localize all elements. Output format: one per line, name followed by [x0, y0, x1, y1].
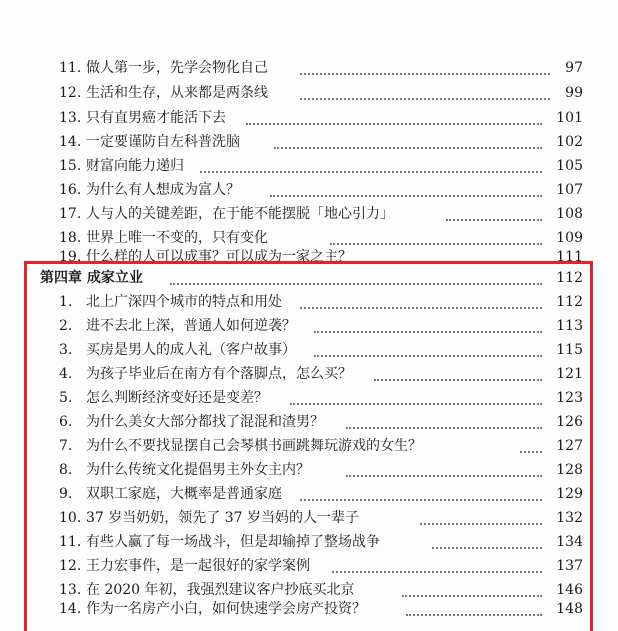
toc-entry-title: 什么样的人可以成事？可以成为一家之主？: [86, 249, 352, 265]
toc-entry-title: 双职工家庭，大概率是普通家庭: [86, 486, 282, 502]
toc-entry-page: 129: [556, 486, 583, 502]
toc-entry: [0, 410, 618, 435]
toc-entry-number: 8.: [59, 462, 73, 478]
dot-leader: [374, 379, 542, 381]
toc-entry-page: 102: [556, 134, 583, 150]
toc-entry-title: 在 2020 年初，我强烈建议客户抄底买北京: [86, 582, 355, 598]
toc-entry-title: 一定要谨防自左科普洗脑: [86, 134, 240, 150]
toc-entry-title: 王力宏事件，是一起很好的家学案例: [86, 558, 310, 574]
toc-entry: [0, 106, 618, 131]
dot-leader: [314, 355, 542, 357]
toc-entry-title: 人与人的关键差距，在于能不能摆脱「地心引力」: [86, 206, 394, 222]
toc-entry-number: 17.: [59, 206, 82, 222]
dot-leader: [274, 147, 542, 149]
dot-leader: [200, 171, 542, 173]
dot-leader: [346, 427, 542, 429]
chapter-page: 112: [556, 270, 583, 286]
toc-entry-page: 108: [556, 206, 583, 222]
toc-entry-number: 11.: [59, 60, 82, 76]
toc-entry: [0, 386, 618, 411]
dot-leader: [300, 73, 550, 75]
toc-entry-page: 121: [556, 366, 583, 382]
dot-leader: [332, 571, 542, 573]
toc-entry-number: 12.: [59, 85, 82, 101]
toc-entry-page: 112: [556, 294, 583, 310]
dot-leader: [270, 195, 542, 197]
dot-leader: [314, 331, 542, 333]
toc-entry-number: 5.: [59, 390, 73, 406]
toc-entry-title: 进不去北上深，普通人如何逆袭？: [86, 318, 296, 334]
toc-entry: [0, 338, 618, 363]
toc-entry: [0, 530, 618, 555]
toc-entry-page: 126: [556, 414, 583, 430]
toc-entry-title: 北上广深四个城市的特点和用处: [86, 294, 282, 310]
toc-entry: [0, 178, 618, 203]
dot-leader: [290, 403, 542, 405]
toc-entry-number: 1.: [59, 294, 73, 310]
toc-entry-number: 13.: [59, 110, 82, 126]
toc-entry-title: 买房是男人的成人礼（客户故事）: [86, 342, 296, 358]
toc-entry-title: 做人第一步，先学会物化自己: [86, 60, 268, 76]
toc-entry-page: 107: [556, 182, 583, 198]
toc-entry-page: 134: [556, 534, 583, 550]
toc-entry-title: 财富向能力递归: [86, 158, 184, 174]
toc-entry: [0, 597, 618, 622]
toc-entry-page: 99: [565, 85, 583, 101]
dot-leader: [300, 307, 542, 309]
dot-leader: [300, 499, 542, 501]
dot-leader: [300, 98, 550, 100]
toc-entry-title: 只有直男癌才能活下去: [86, 110, 226, 126]
dot-leader: [520, 451, 542, 453]
toc-entry: [0, 130, 618, 155]
toc-entry-page: 146: [556, 582, 583, 598]
dot-leader: [170, 283, 542, 285]
toc-entry: [0, 458, 618, 483]
toc-entry: [0, 314, 618, 339]
toc-entry-title: 为孩子毕业后在南方有个落脚点，怎么买？: [86, 366, 352, 382]
toc-entry-number: 4.: [59, 366, 73, 382]
toc-entry: [0, 290, 618, 315]
toc-entry-title: 作为一名房产小白，如何快速学会房产投资？: [86, 601, 366, 617]
toc-entry-number: 19.: [59, 249, 82, 265]
toc-entry-number: 2.: [59, 318, 73, 334]
toc-entry-page: 127: [556, 438, 583, 454]
toc-entry-number: 15.: [59, 158, 82, 174]
toc-entry-title: 为什么美女大部分都找了混混和渣男？: [86, 414, 324, 430]
dot-leader: [420, 523, 542, 525]
toc-entry: [0, 362, 618, 387]
toc-entry-title: 怎么判断经济变好还是变差？: [86, 390, 268, 406]
toc-entry-number: 18.: [59, 230, 82, 246]
toc-entry-page: 128: [556, 462, 583, 478]
chapter-heading: [0, 266, 618, 291]
toc-entry-page: 115: [556, 342, 583, 358]
dot-leader: [246, 123, 542, 125]
toc-entry-number: 14.: [59, 134, 82, 150]
toc-entry-page: 123: [556, 390, 583, 406]
toc-entry-title: 为什么传统文化提倡男主外女主内？: [86, 462, 310, 478]
toc-entry-title: 为什么有人想成为富人？: [86, 182, 240, 198]
toc-entry-number: 7.: [59, 438, 73, 454]
toc-entry: [0, 154, 618, 179]
dot-leader: [446, 219, 542, 221]
toc-entry-number: 3.: [59, 342, 73, 358]
toc-entry-page: 111: [556, 249, 583, 265]
toc-entry-page: 148: [556, 601, 583, 617]
toc-entry-number: 10.: [59, 510, 82, 526]
toc-entry: [0, 202, 618, 227]
toc-entry: [0, 434, 618, 459]
toc-entry-title: 有些人赢了每一场战斗，但是却输掉了整场战争: [86, 534, 380, 550]
toc-entry: [0, 56, 618, 81]
toc-entry-number: 12.: [59, 558, 82, 574]
toc-entry-number: 6.: [59, 414, 73, 430]
toc-entry-page: 109: [556, 230, 583, 246]
toc-entry-number: 14.: [59, 601, 82, 617]
toc-entry-number: 13.: [59, 582, 82, 598]
toc-entry-title: 生活和生存，从来都是两条线: [86, 85, 268, 101]
toc-entry-page: 113: [556, 318, 583, 334]
toc-entry-number: 9.: [59, 486, 73, 502]
toc-entry-page: 132: [556, 510, 583, 526]
toc-entry-title: 37 岁当奶奶，领先了 37 岁当妈的人一辈子: [86, 510, 359, 526]
toc-entry: [0, 482, 618, 507]
dot-leader: [406, 614, 542, 616]
dot-leader: [346, 475, 542, 477]
toc-entry-page: 105: [556, 158, 583, 174]
toc-entry-page: 97: [565, 60, 583, 76]
toc-entry-title: 世界上唯一不变的，只有变化: [86, 230, 268, 246]
toc-entry: [0, 506, 618, 531]
toc-entry-number: 11.: [59, 534, 82, 550]
toc-entry-page: 137: [556, 558, 583, 574]
toc-entry: [0, 81, 618, 106]
toc-entry-title: 为什么不要找显摆自己会琴棋书画跳舞玩游戏的女生？: [86, 438, 422, 454]
dot-leader: [432, 547, 542, 549]
toc-entry-number: 16.: [59, 182, 82, 198]
toc-entry-page: 101: [556, 110, 583, 126]
toc-entry: [0, 554, 618, 579]
chapter-title: 第四章 成家立业: [40, 270, 143, 286]
